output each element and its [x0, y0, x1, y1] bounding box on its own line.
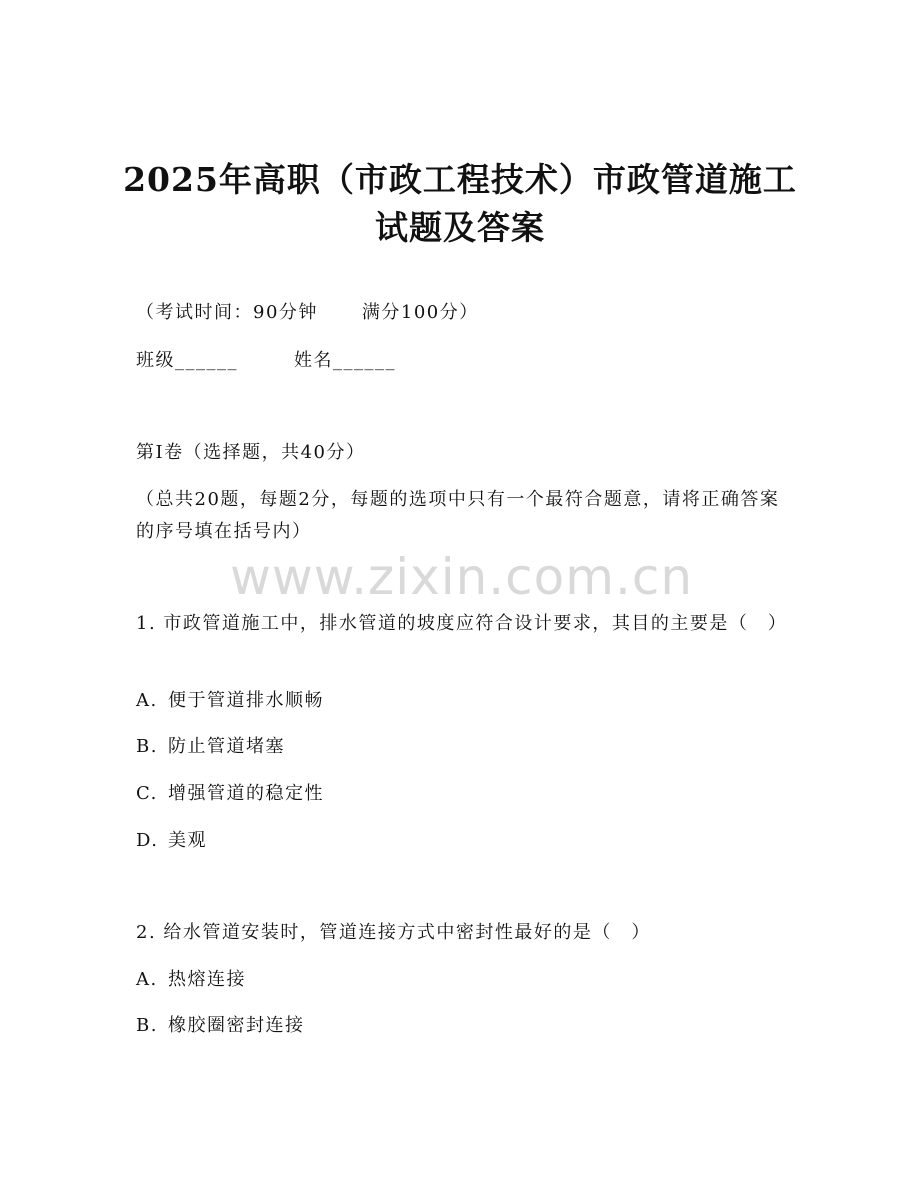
question-1-option-b	[136, 734, 786, 760]
section-instructions: （总共20题，每题2分，每题的选项中只有一个最符合题意，请将正确答案的序号填在括号内）	[136, 489, 780, 542]
question-2-stem: 2. 给水管道安装时，管道连接方式中密封性最好的是（ ）	[136, 922, 651, 943]
exam-time: （考试时间：90分钟	[136, 302, 318, 323]
section-title: 第I卷（选择题，共40分）	[136, 442, 366, 463]
option-text: 美观	[168, 830, 207, 851]
document-title-line-2: 试题及答案	[375, 208, 545, 247]
question-1-option-a	[136, 688, 786, 714]
name-field: 姓名______	[294, 350, 396, 371]
question-1-option-d	[136, 828, 786, 854]
question-1-stem: 1. 市政管道施工中，排水管道的坡度应符合设计要求，其目的主要是（ ）	[136, 613, 788, 634]
question-1-option-c	[136, 781, 786, 807]
exam-info	[136, 300, 786, 326]
question-2-option-b	[136, 1013, 786, 1039]
option-letter: C.	[136, 783, 158, 804]
option-letter: B.	[136, 1015, 158, 1036]
document-title-line-1: 2025年高职（市政工程技术）市政管道施工	[123, 160, 797, 199]
option-letter: D.	[136, 830, 159, 851]
student-info	[136, 348, 786, 374]
option-text: 便于管道排水顺畅	[168, 690, 324, 711]
watermark: www.zixin.com.cn	[230, 548, 694, 606]
option-letter: B.	[136, 736, 158, 757]
option-text: 热熔连接	[168, 969, 246, 990]
option-letter: A.	[136, 969, 158, 990]
exam-score: 满分100分）	[361, 302, 479, 323]
question-2-option-a	[136, 967, 786, 993]
option-text: 增强管道的稳定性	[168, 783, 324, 804]
option-letter: A.	[136, 690, 158, 711]
class-field: 班级______	[136, 350, 238, 371]
option-text: 橡胶圈密封连接	[168, 1015, 305, 1036]
option-text: 防止管道堵塞	[168, 736, 285, 757]
